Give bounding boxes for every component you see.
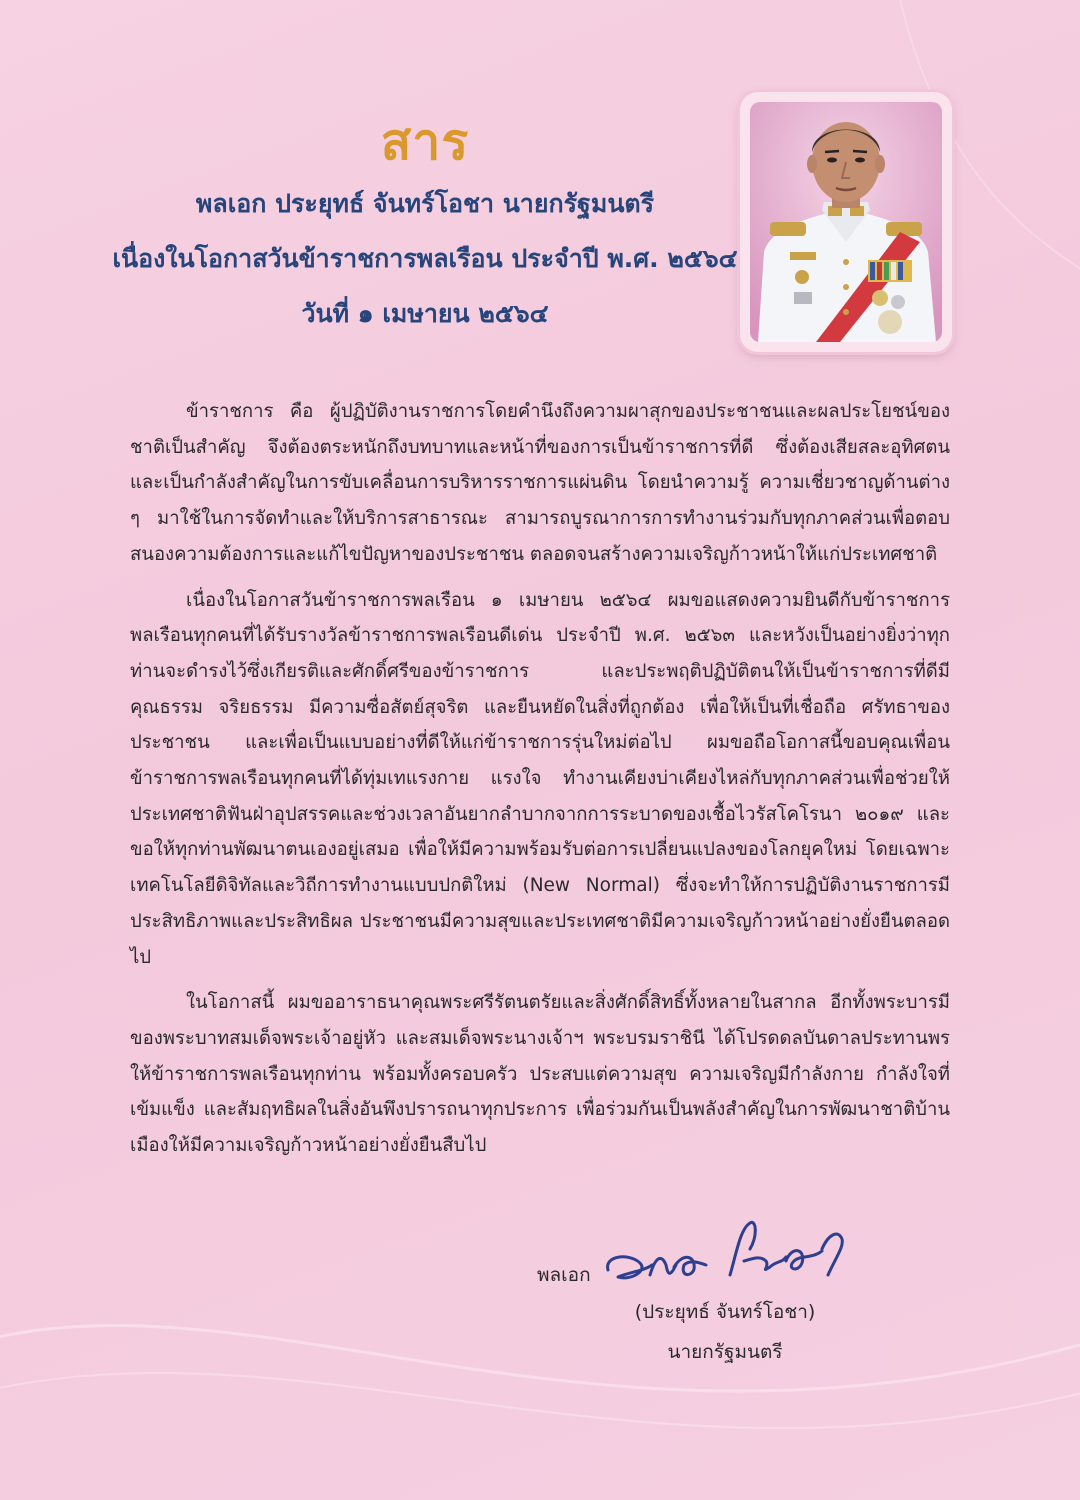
heading-line-date: วันที่ ๑ เมษายน ๒๕๖๔ — [301, 299, 549, 328]
body-paragraph-2: เนื่องในโอกาสวันข้าราชการพลเรือน ๑ เมษายน ๒๕๖๔ ผมขอแสดงความยินดีกับข้าราชการพลเรือนทุกคนที่ได้รับรางวัลข้าราชการพลเรือนดีเด่น ประจำปี พ.ศ. ๒๕๖๓ และหวังเป็นอย่างยิ่งว่าทุกท่านจะดำรงไว้ซึ่งเกียรติและศักดิ์ศรีของข้าราชการ และประพฤติปฏิบัติตนให้เป็นข้าราชการที่ดีมีคุณธรรม จริยธรรม มีความซื่อสัตย์สุจริต และยืนหยัดในสิ่งที่ถูกต้อง เพื่อให้เป็นที่เชื่อถือ ศรัทธาของประชาชน และเพื่อเป็นแบบอย่างที่ดีให้แก่ข้าราชการรุ่นใหม่ต่อไป ผมขอถือโอกาสนี้ขอบคุณเพื่อนข้าราชการพลเรือนทุกคนที่ได้ทุ่มเทแรงกาย แรงใจ ทำงานเคียงบ่าเคียงไหล่กับทุกภาคส่วนเพื่อช่วยให้ประเทศชาติฟันฝ่าอุปสรรคและช่วงเวลาอันยากลำบากจากการระบาดของเชื้อไวรัสโคโรนา ๒๐๑๙ และขอให้ทุกท่านพัฒนาตนเองอยู่เสมอ เพื่อให้มีความพร้อมรับต่อการเปลี่ยนแปลงของโลกยุคใหม่ โดยเฉพาะเทคโนโลยีดิจิทัลและวิถีการทำงานแบบปกติใหม่ (New Normal) ซึ่งจะทำให้การปฏิบัติงานราชการมีประสิทธิภาพและประสิทธิผล ประชาชนมีความสุขและประเทศชาติมีความเจริญก้าวหน้าอย่างยั่งยืนตลอดไป — [130, 589, 950, 968]
signature-rank: พลเอก — [537, 1264, 591, 1286]
page-title: สาร — [380, 113, 470, 171]
portrait-photo-icon — [750, 102, 942, 342]
signature-name: (ประยุทธ์ จันทร์โอชา) — [634, 1301, 816, 1323]
header-block — [110, 110, 740, 341]
handwritten-signature-icon — [600, 1215, 850, 1295]
signature-title: นายกรัฐมนตรี — [667, 1341, 783, 1363]
body-paragraph-3: ในโอกาสนี้ ผมขออาราธนาคุณพระศรีรัตนตรัยและสิ่งศักดิ์สิทธิ์ทั้งหลายในสากล อีกทั้งพระบารมีของพระบาทสมเด็จพระเจ้าอยู่หัว และสมเด็จพระนางเจ้าฯ พระบรมราชินี ได้โปรดดลบันดาลประทานพรให้ข้าราชการพลเรือนทุกท่าน พร้อมทั้งครอบครัว ประสบแต่ความสุข ความเจริญมีกำลังกาย กำลังใจที่เข้มแข็ง และสัมฤทธิผลในสิ่งอันพึงปรารถนาทุกประการ เพื่อร่วมกันเป็นพลังสำคัญในการพัฒนาชาติบ้านเมืองให้มีความเจริญก้าวหน้าอย่างยั่งยืนสืบไป — [130, 992, 950, 1157]
body-paragraph-1: ข้าราชการ คือ ผู้ปฏิบัติงานราชการโดยคำนึงถึงความผาสุกของประชาชนและผลประโยชน์ของชาติเป็นสำคัญ จึงต้องตระหนักถึงบทบาทและหน้าที่ของการเป็นข้าราชการที่ดี ซึ่งต้องเสียสละอุทิศตน และเป็นกำลังสำคัญในการขับเคลื่อนการบริหารราชการแผ่นดิน โดยนำความรู้ ความเชี่ยวชาญด้านต่าง ๆ มาใช้ในการจัดทำและให้บริการสาธารณะ สามารถบูรณาการการทำงานร่วมกับทุกภาคส่วนเพื่อตอบสนองความต้องการและแก้ไขปัญหาของประชาชน ตลอดจนสร้างความเจริญก้าวหน้าให้แก่ประเทศชาติ — [130, 401, 950, 565]
portrait-frame — [740, 92, 952, 352]
message-body — [130, 394, 950, 1174]
heading-line-author: พลเอก ประยุทธ์ จันทร์โอชา นายกรัฐมนตรี — [195, 189, 655, 218]
heading-line-occasion: เนื่องในโอกาสวันข้าราชการพลเรือน ประจำปี พ.ศ. ๒๕๖๔ — [112, 244, 738, 273]
